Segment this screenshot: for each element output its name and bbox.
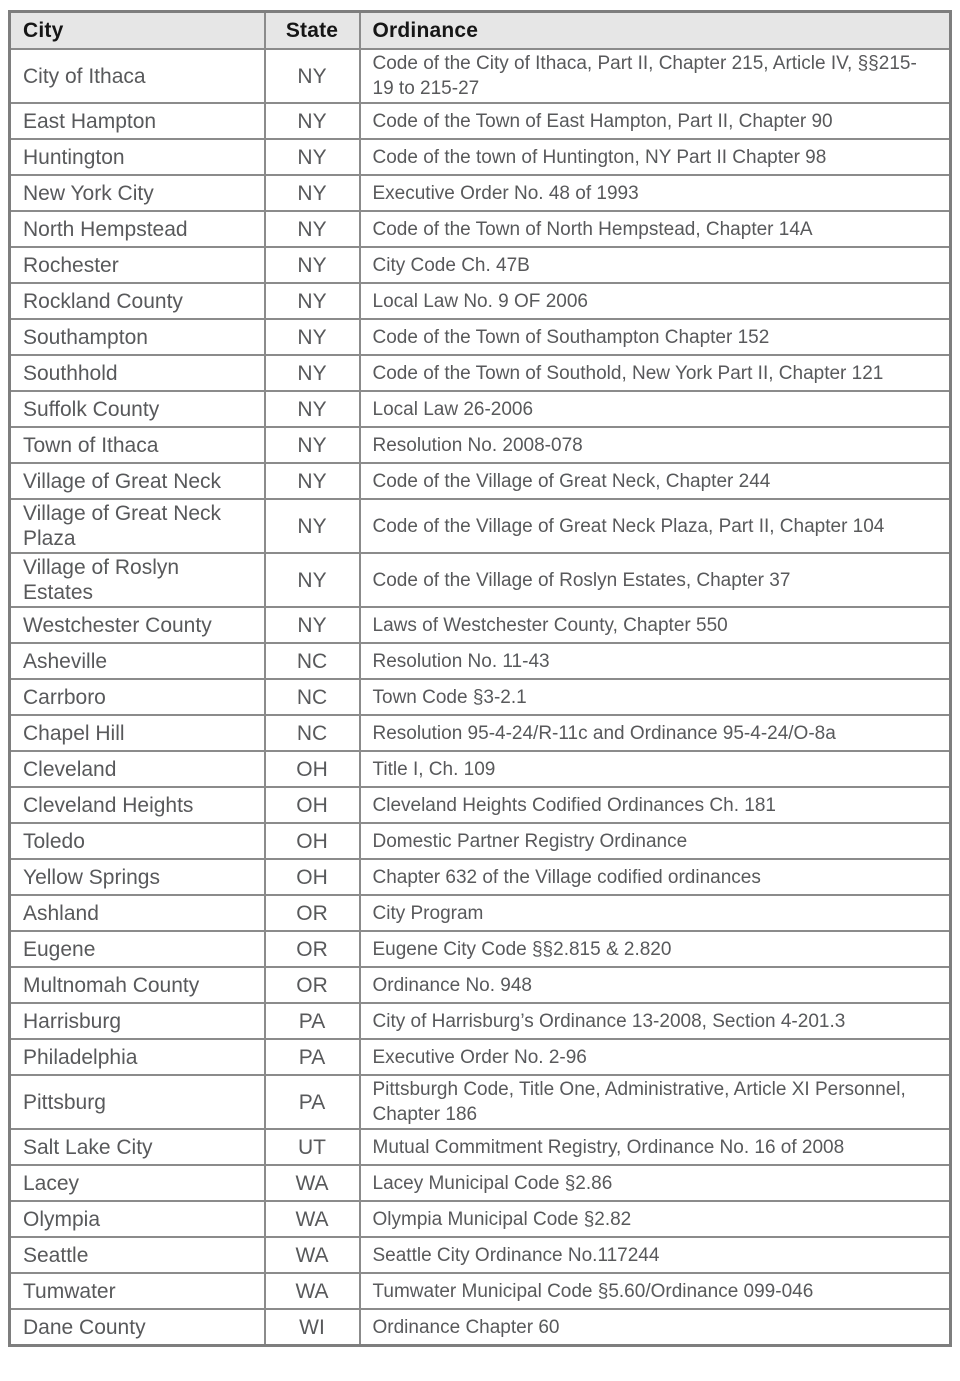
table-row (10, 643, 951, 679)
ordinance-cell: Chapter 632 of the Village codified ordinances (360, 859, 951, 895)
state-cell: NY (265, 499, 360, 553)
ordinance-cell: Cleveland Heights Codified Ordinances Ch. 181 (360, 787, 951, 823)
city-cell: Dane County (10, 1309, 265, 1346)
city-cell: Olympia (10, 1201, 265, 1237)
city-cell: Southhold (10, 355, 265, 391)
ordinance-cell: Ordinance No. 948 (360, 967, 951, 1003)
ordinance-cell: Code of the Town of Southold, New York Part II, Chapter 121 (360, 355, 951, 391)
table-row (10, 1237, 951, 1273)
city-cell: Cleveland (10, 751, 265, 787)
table-row (10, 1201, 951, 1237)
table-row (10, 553, 951, 607)
city-cell: Village of Great Neck Plaza (10, 499, 265, 553)
state-cell: NY (265, 355, 360, 391)
state-cell: WI (265, 1309, 360, 1346)
state-cell: WA (265, 1165, 360, 1201)
state-cell: NY (265, 607, 360, 643)
state-cell: OR (265, 895, 360, 931)
state-cell: NY (265, 211, 360, 247)
city-cell: Suffolk County (10, 391, 265, 427)
ordinance-cell: Local Law 26-2006 (360, 391, 951, 427)
table-row (10, 1003, 951, 1039)
ordinance-cell: Pittsburgh Code, Title One, Administrative, Article XI Personnel, Chapter 186 (360, 1075, 951, 1129)
state-cell: WA (265, 1201, 360, 1237)
state-cell: NY (265, 283, 360, 319)
ordinance-cell: Executive Order No. 48 of 1993 (360, 175, 951, 211)
city-cell: Westchester County (10, 607, 265, 643)
ordinance-cell: Laws of Westchester County, Chapter 550 (360, 607, 951, 643)
column-header-ordinance: Ordinance (360, 12, 951, 50)
ordinance-cell: Mutual Commitment Registry, Ordinance No. 16 of 2008 (360, 1129, 951, 1165)
city-cell: Harrisburg (10, 1003, 265, 1039)
state-cell: NY (265, 391, 360, 427)
ordinance-cell: Code of the town of Huntington, NY Part II Chapter 98 (360, 139, 951, 175)
ordinance-cell: City Program (360, 895, 951, 931)
city-cell: Chapel Hill (10, 715, 265, 751)
table-row (10, 1309, 951, 1346)
table-row (10, 139, 951, 175)
ordinance-cell: Town Code §3-2.1 (360, 679, 951, 715)
table-row (10, 355, 951, 391)
state-cell: NY (265, 139, 360, 175)
city-cell: Asheville (10, 643, 265, 679)
header-row (10, 12, 951, 50)
table-row (10, 751, 951, 787)
ordinance-cell: Eugene City Code §§2.815 & 2.820 (360, 931, 951, 967)
table-row (10, 283, 951, 319)
ordinance-cell: Ordinance Chapter 60 (360, 1309, 951, 1346)
table-row (10, 679, 951, 715)
table-row (10, 391, 951, 427)
state-cell: NY (265, 553, 360, 607)
city-cell: Lacey (10, 1165, 265, 1201)
city-cell: City of Ithaca (10, 49, 265, 103)
state-cell: NY (265, 103, 360, 139)
table-row (10, 607, 951, 643)
city-cell: Toledo (10, 823, 265, 859)
ordinance-cell: Resolution No. 2008-078 (360, 427, 951, 463)
table-row (10, 463, 951, 499)
state-cell: UT (265, 1129, 360, 1165)
table-row (10, 49, 951, 103)
ordinance-cell: Domestic Partner Registry Ordinance (360, 823, 951, 859)
state-cell: NC (265, 643, 360, 679)
table-row (10, 1039, 951, 1075)
state-cell: OR (265, 931, 360, 967)
table-row (10, 823, 951, 859)
state-cell: NY (265, 175, 360, 211)
table-row (10, 895, 951, 931)
state-cell: NC (265, 679, 360, 715)
city-cell: Southampton (10, 319, 265, 355)
city-cell: Huntington (10, 139, 265, 175)
ordinance-table (8, 10, 952, 1347)
state-cell: OH (265, 751, 360, 787)
column-header-state: State (265, 12, 360, 50)
ordinance-cell: City of Harrisburg’s Ordinance 13-2008, Section 4-201.3 (360, 1003, 951, 1039)
ordinance-cell: Code of the Village of Great Neck, Chapter 244 (360, 463, 951, 499)
table-row (10, 931, 951, 967)
table-body (10, 49, 951, 1346)
column-header-city: City (10, 12, 265, 50)
table-row (10, 1273, 951, 1309)
state-cell: NY (265, 427, 360, 463)
state-cell: OH (265, 787, 360, 823)
ordinance-cell: City Code Ch. 47B (360, 247, 951, 283)
table-row (10, 319, 951, 355)
table-row (10, 1165, 951, 1201)
table-row (10, 211, 951, 247)
state-cell: OR (265, 967, 360, 1003)
table-row (10, 247, 951, 283)
ordinance-cell: Code of the Village of Roslyn Estates, Chapter 37 (360, 553, 951, 607)
table-row (10, 427, 951, 463)
table-row (10, 715, 951, 751)
state-cell: NY (265, 247, 360, 283)
state-cell: NC (265, 715, 360, 751)
table-row (10, 1129, 951, 1165)
ordinance-cell: Tumwater Municipal Code §5.60/Ordinance 099-046 (360, 1273, 951, 1309)
state-cell: NY (265, 319, 360, 355)
table-row (10, 1075, 951, 1129)
ordinance-cell: Code of the Town of East Hampton, Part II, Chapter 90 (360, 103, 951, 139)
city-cell: Rochester (10, 247, 265, 283)
city-cell: North Hempstead (10, 211, 265, 247)
ordinance-cell: Code of the Town of Southampton Chapter 152 (360, 319, 951, 355)
ordinance-cell: Code of the City of Ithaca, Part II, Chapter 215, Article IV, §§215-19 to 215-27 (360, 49, 951, 103)
city-cell: Carrboro (10, 679, 265, 715)
city-cell: Ashland (10, 895, 265, 931)
city-cell: Yellow Springs (10, 859, 265, 895)
ordinance-cell: Title I, Ch. 109 (360, 751, 951, 787)
city-cell: Multnomah County (10, 967, 265, 1003)
ordinance-cell: Resolution No. 11-43 (360, 643, 951, 679)
ordinance-cell: Executive Order No. 2-96 (360, 1039, 951, 1075)
ordinance-cell: Lacey Municipal Code §2.86 (360, 1165, 951, 1201)
city-cell: Village of Great Neck (10, 463, 265, 499)
state-cell: NY (265, 463, 360, 499)
table-row (10, 499, 951, 553)
state-cell: PA (265, 1003, 360, 1039)
city-cell: Philadelphia (10, 1039, 265, 1075)
table-row (10, 175, 951, 211)
city-cell: Rockland County (10, 283, 265, 319)
city-cell: Town of Ithaca (10, 427, 265, 463)
city-cell: Village of Roslyn Estates (10, 553, 265, 607)
state-cell: WA (265, 1237, 360, 1273)
city-cell: Seattle (10, 1237, 265, 1273)
city-cell: Cleveland Heights (10, 787, 265, 823)
city-cell: East Hampton (10, 103, 265, 139)
state-cell: OH (265, 859, 360, 895)
city-cell: Salt Lake City (10, 1129, 265, 1165)
state-cell: PA (265, 1075, 360, 1129)
ordinance-cell: Seattle City Ordinance No.117244 (360, 1237, 951, 1273)
state-cell: OH (265, 823, 360, 859)
table-row (10, 859, 951, 895)
ordinance-cell: Resolution 95-4-24/R-11c and Ordinance 95-4-24/O-8a (360, 715, 951, 751)
city-cell: New York City (10, 175, 265, 211)
table-row (10, 787, 951, 823)
table-row (10, 103, 951, 139)
state-cell: WA (265, 1273, 360, 1309)
ordinance-cell: Olympia Municipal Code §2.82 (360, 1201, 951, 1237)
ordinance-cell: Code of the Town of North Hempstead, Chapter 14A (360, 211, 951, 247)
city-cell: Tumwater (10, 1273, 265, 1309)
ordinance-cell: Code of the Village of Great Neck Plaza, Part II, Chapter 104 (360, 499, 951, 553)
table-row (10, 967, 951, 1003)
ordinance-cell: Local Law No. 9 OF 2006 (360, 283, 951, 319)
state-cell: PA (265, 1039, 360, 1075)
city-cell: Pittsburg (10, 1075, 265, 1129)
state-cell: NY (265, 49, 360, 103)
city-cell: Eugene (10, 931, 265, 967)
